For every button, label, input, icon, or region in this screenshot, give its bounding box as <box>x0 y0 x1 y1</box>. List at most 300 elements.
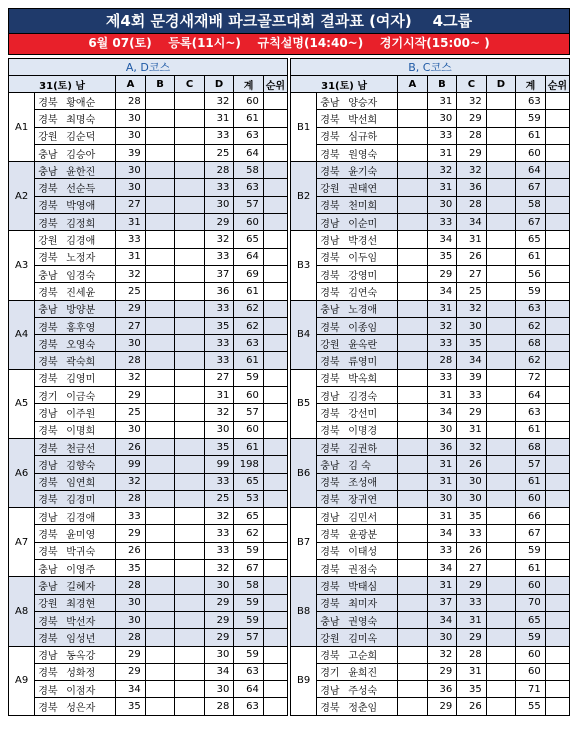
player-row <box>9 421 288 438</box>
course-score-c2: 34 <box>427 231 457 248</box>
total-score: 60 <box>516 490 546 507</box>
player-name: 이주원 <box>66 408 96 420</box>
player-name: 박선자 <box>66 616 96 628</box>
player-region: 강원 <box>38 599 58 611</box>
course-score-c4 <box>486 231 516 248</box>
rank-cell <box>263 663 287 680</box>
course-score-c1: 26 <box>116 438 146 455</box>
course-score-c1 <box>398 387 428 404</box>
course-score-c1: 35 <box>116 698 146 715</box>
player-row <box>9 335 288 352</box>
course-score-c4 <box>486 490 516 507</box>
player-row <box>291 162 570 179</box>
course-score-c2: 34 <box>427 525 457 542</box>
player-cell <box>317 611 398 628</box>
course-score-c2 <box>145 663 175 680</box>
course-score-c4 <box>486 214 516 231</box>
player-region: 경북 <box>38 253 58 265</box>
course-score-c2 <box>145 404 175 421</box>
course-score-c1: 32 <box>116 265 146 282</box>
player-cell <box>317 300 398 317</box>
course-score-c3 <box>175 594 205 611</box>
course-score-c3: 32 <box>457 300 487 317</box>
course-score-c3: 31 <box>457 231 487 248</box>
course-score-c1: 30 <box>116 110 146 127</box>
course-score-c3: 28 <box>457 196 487 213</box>
rank-cell <box>263 196 287 213</box>
rank-cell <box>545 352 569 369</box>
course-score-c2 <box>145 196 175 213</box>
course-score-c2: 29 <box>427 698 457 715</box>
player-name: 윤희진 <box>348 668 378 680</box>
rank-cell <box>263 611 287 628</box>
player-name: 방양분 <box>66 305 96 317</box>
course-score-c4 <box>486 335 516 352</box>
player-region: 충남 <box>320 616 340 628</box>
total-score: 59 <box>516 542 546 559</box>
rank-cell <box>545 490 569 507</box>
total-score: 60 <box>234 93 264 110</box>
player-name: 김경애 <box>66 236 96 248</box>
total-score: 61 <box>516 560 546 577</box>
course-score-c4 <box>486 421 516 438</box>
rank-cell <box>263 421 287 438</box>
rank-cell <box>263 473 287 490</box>
course-score-c4: 25 <box>204 144 234 161</box>
player-cell <box>35 473 116 490</box>
course-score-c3 <box>175 525 205 542</box>
player-name: 김미옥 <box>348 633 378 645</box>
player-row <box>9 698 288 715</box>
player-name: 강선미 <box>348 408 378 420</box>
course-score-c3: 35 <box>457 508 487 525</box>
player-name: 장귀연 <box>348 495 378 507</box>
player-region: 경북 <box>38 218 58 230</box>
column-header-c1: A <box>116 76 146 93</box>
total-score: 63 <box>234 698 264 715</box>
player-name: 윤한진 <box>66 166 96 178</box>
course-score-c3 <box>175 508 205 525</box>
course-score-c3: 27 <box>457 265 487 282</box>
course-score-c2 <box>145 144 175 161</box>
course-score-c1 <box>398 144 428 161</box>
rank-cell <box>545 629 569 646</box>
player-region: 강원 <box>320 184 340 196</box>
player-name: 이종임 <box>348 322 378 334</box>
course-score-c3 <box>175 421 205 438</box>
course-score-c3: 32 <box>457 438 487 455</box>
course-score-c4 <box>486 611 516 628</box>
rank-cell <box>545 283 569 300</box>
total-score: 66 <box>516 508 546 525</box>
player-name: 김경애 <box>66 512 96 524</box>
player-region: 충남 <box>320 460 340 472</box>
player-cell <box>317 404 398 421</box>
course-score-c1: 39 <box>116 144 146 161</box>
total-score: 63 <box>234 335 264 352</box>
course-score-c4 <box>486 110 516 127</box>
player-cell <box>35 335 116 352</box>
right-course-table <box>290 58 570 716</box>
player-name: 이태성 <box>348 547 378 559</box>
course-score-c4: 99 <box>204 456 234 473</box>
player-region: 경북 <box>320 287 340 299</box>
player-cell <box>35 283 116 300</box>
course-score-c3 <box>175 248 205 265</box>
course-score-c4: 27 <box>204 369 234 386</box>
player-name: 김권하 <box>348 443 378 455</box>
rank-cell <box>263 456 287 473</box>
course-score-c4 <box>486 508 516 525</box>
course-score-c4: 28 <box>204 162 234 179</box>
total-score: 65 <box>516 611 546 628</box>
player-row <box>9 369 288 386</box>
course-score-c4: 29 <box>204 594 234 611</box>
player-row <box>291 560 570 577</box>
player-region: 경북 <box>320 322 340 334</box>
player-region: 충남 <box>38 581 58 593</box>
total-score: 63 <box>516 404 546 421</box>
player-name: 노정자 <box>66 253 96 265</box>
total-score: 61 <box>516 248 546 265</box>
player-name: 조성애 <box>348 478 378 490</box>
course-score-c3: 31 <box>457 421 487 438</box>
player-row <box>9 629 288 646</box>
course-score-c1 <box>398 508 428 525</box>
group-label: B3 <box>291 231 317 300</box>
player-row <box>9 594 288 611</box>
course-score-c4 <box>486 594 516 611</box>
total-score: 71 <box>516 681 546 698</box>
rank-cell <box>545 248 569 265</box>
player-row <box>291 231 570 248</box>
course-score-c1 <box>398 698 428 715</box>
player-cell <box>35 265 116 282</box>
course-score-c2 <box>145 542 175 559</box>
total-score: 67 <box>516 525 546 542</box>
course-score-c2: 33 <box>427 335 457 352</box>
player-region: 강원 <box>38 236 58 248</box>
course-score-c2: 35 <box>427 248 457 265</box>
total-score: 58 <box>234 577 264 594</box>
total-score: 67 <box>234 560 264 577</box>
column-header-rank: 순위 <box>545 76 569 93</box>
course-score-c4 <box>486 560 516 577</box>
course-score-c2 <box>145 369 175 386</box>
player-row <box>9 473 288 490</box>
total-score: 70 <box>516 594 546 611</box>
course-score-c4: 29 <box>204 611 234 628</box>
player-cell <box>317 265 398 282</box>
course-score-c4 <box>486 456 516 473</box>
player-cell <box>35 681 116 698</box>
course-score-c1: 28 <box>116 577 146 594</box>
rank-cell <box>263 404 287 421</box>
course-score-c4 <box>486 369 516 386</box>
course-score-c1 <box>398 265 428 282</box>
player-region: 경북 <box>38 201 58 213</box>
course-score-c4 <box>486 646 516 663</box>
player-region: 경북 <box>38 97 58 109</box>
total-score: 61 <box>516 421 546 438</box>
course-score-c3: 33 <box>457 387 487 404</box>
course-score-c2: 33 <box>427 127 457 144</box>
player-name: 고순희 <box>348 651 378 663</box>
player-region: 경북 <box>320 599 340 611</box>
player-row <box>291 387 570 404</box>
player-row <box>291 629 570 646</box>
player-row <box>291 698 570 715</box>
course-score-c2: 29 <box>427 663 457 680</box>
course-score-c3 <box>175 387 205 404</box>
course-score-c3: 35 <box>457 681 487 698</box>
player-cell <box>35 196 116 213</box>
course-score-c3 <box>175 577 205 594</box>
course-score-c1: 32 <box>116 369 146 386</box>
course-score-c3 <box>175 404 205 421</box>
column-header-total: 계 <box>234 76 264 93</box>
player-cell <box>317 438 398 455</box>
player-row <box>9 663 288 680</box>
course-score-c1 <box>398 404 428 421</box>
course-score-c3: 34 <box>457 352 487 369</box>
total-score: 63 <box>516 93 546 110</box>
course-score-c1: 25 <box>116 404 146 421</box>
course-score-c4 <box>486 681 516 698</box>
course-score-c3: 31 <box>457 611 487 628</box>
player-cell <box>317 490 398 507</box>
player-region: 경북 <box>38 374 58 386</box>
column-header-c3: C <box>457 76 487 93</box>
course-score-c3 <box>175 93 205 110</box>
player-cell <box>35 179 116 196</box>
player-cell <box>35 317 116 334</box>
player-row <box>291 127 570 144</box>
course-score-c4 <box>486 525 516 542</box>
course-score-c2: 31 <box>427 508 457 525</box>
course-score-c2 <box>145 127 175 144</box>
course-score-c3 <box>175 542 205 559</box>
course-score-c1: 29 <box>116 646 146 663</box>
course-score-c1 <box>398 629 428 646</box>
player-region: 경북 <box>320 114 340 126</box>
total-score: 68 <box>516 438 546 455</box>
course-score-c2 <box>145 317 175 334</box>
course-score-c4 <box>486 438 516 455</box>
course-score-c2 <box>145 179 175 196</box>
group-label: B7 <box>291 508 317 577</box>
player-cell <box>35 162 116 179</box>
player-region: 경북 <box>38 357 58 369</box>
course-score-c3 <box>175 560 205 577</box>
course-score-c2 <box>145 698 175 715</box>
player-row <box>291 317 570 334</box>
player-cell <box>317 542 398 559</box>
player-region: 경북 <box>320 270 340 282</box>
player-region: 경북 <box>320 357 340 369</box>
course-score-c1: 35 <box>116 560 146 577</box>
player-row <box>291 179 570 196</box>
course-score-c3 <box>175 646 205 663</box>
player-name: 류영미 <box>348 357 378 369</box>
course-score-c1: 34 <box>116 681 146 698</box>
group-header: 31(토) 남 <box>9 76 116 93</box>
course-score-c2 <box>145 335 175 352</box>
group-label: B9 <box>291 646 317 715</box>
course-score-c1: 32 <box>116 473 146 490</box>
course-score-c2: 31 <box>427 387 457 404</box>
course-score-c4 <box>486 577 516 594</box>
player-row <box>9 525 288 542</box>
course-score-c1 <box>398 231 428 248</box>
player-row <box>9 352 288 369</box>
player-name: 윤옥란 <box>348 339 378 351</box>
player-region: 경북 <box>38 668 58 680</box>
player-region: 경북 <box>38 426 58 438</box>
player-name: 김경미 <box>66 495 96 507</box>
player-cell <box>35 542 116 559</box>
total-score: 57 <box>234 196 264 213</box>
player-row <box>291 93 570 110</box>
player-cell <box>35 387 116 404</box>
course-score-c1 <box>398 438 428 455</box>
total-score: 57 <box>516 456 546 473</box>
total-score: 60 <box>516 663 546 680</box>
rank-cell <box>263 127 287 144</box>
player-cell <box>317 283 398 300</box>
course-score-c2 <box>145 110 175 127</box>
player-name: 김승아 <box>66 149 96 161</box>
course-score-c4: 33 <box>204 525 234 542</box>
player-region: 경북 <box>320 149 340 161</box>
player-region: 경북 <box>38 478 58 490</box>
total-score: 57 <box>234 404 264 421</box>
course-score-c2: 29 <box>427 265 457 282</box>
player-name: 천미희 <box>348 201 378 213</box>
player-row <box>9 317 288 334</box>
course-score-c3 <box>175 456 205 473</box>
player-row <box>9 387 288 404</box>
course-score-c2 <box>145 490 175 507</box>
course-score-c3: 28 <box>457 646 487 663</box>
course-score-c3: 33 <box>457 525 487 542</box>
group-label: B4 <box>291 300 317 369</box>
tables-area <box>8 58 570 718</box>
course-score-c1: 30 <box>116 162 146 179</box>
total-score: 63 <box>234 179 264 196</box>
group-label: A9 <box>9 646 35 715</box>
rank-cell <box>263 525 287 542</box>
player-row <box>9 93 288 110</box>
course-score-c3 <box>175 335 205 352</box>
player-region: 경남 <box>320 391 340 403</box>
course-score-c3 <box>175 283 205 300</box>
course-score-c2: 32 <box>427 646 457 663</box>
course-score-c4 <box>486 629 516 646</box>
player-name: 이금숙 <box>66 391 96 403</box>
course-score-c3 <box>175 611 205 628</box>
rank-cell <box>545 214 569 231</box>
course-score-c3 <box>175 681 205 698</box>
course-score-c2: 30 <box>427 629 457 646</box>
total-score: 65 <box>234 473 264 490</box>
player-row <box>291 473 570 490</box>
course-score-c4 <box>486 473 516 490</box>
course-score-c2: 28 <box>427 352 457 369</box>
player-cell <box>35 352 116 369</box>
player-cell <box>317 248 398 265</box>
player-region: 강원 <box>320 339 340 351</box>
course-score-c4: 33 <box>204 542 234 559</box>
total-score: 62 <box>516 352 546 369</box>
course-score-c2: 36 <box>427 438 457 455</box>
player-row <box>9 162 288 179</box>
course-score-c2 <box>145 577 175 594</box>
player-row <box>9 404 288 421</box>
course-score-c3: 29 <box>457 577 487 594</box>
player-region: 경북 <box>320 703 340 715</box>
player-name: 박귀숙 <box>66 547 96 559</box>
course-score-c1 <box>398 490 428 507</box>
results-sheet <box>8 8 570 718</box>
total-score: 56 <box>516 265 546 282</box>
rank-cell <box>545 300 569 317</box>
course-score-c1 <box>398 110 428 127</box>
player-name: 김영미 <box>66 374 96 386</box>
course-score-c2 <box>145 231 175 248</box>
total-score: 59 <box>234 594 264 611</box>
course-score-c2 <box>145 456 175 473</box>
course-score-c4: 29 <box>204 629 234 646</box>
player-region: 경남 <box>38 408 58 420</box>
player-cell <box>317 162 398 179</box>
course-score-c2: 30 <box>427 490 457 507</box>
rank-cell <box>545 317 569 334</box>
player-name: 천금선 <box>66 443 96 455</box>
rank-cell <box>545 265 569 282</box>
player-name: 박선희 <box>348 114 378 126</box>
player-name: 김연숙 <box>348 287 378 299</box>
course-score-c1: 25 <box>116 283 146 300</box>
player-region: 경남 <box>320 236 340 248</box>
rank-cell <box>545 508 569 525</box>
total-score: 58 <box>234 162 264 179</box>
course-score-c3 <box>175 490 205 507</box>
total-score: 62 <box>234 300 264 317</box>
player-row <box>9 127 288 144</box>
total-score: 60 <box>516 144 546 161</box>
player-name: 오영숙 <box>66 339 96 351</box>
course-score-c4: 31 <box>204 110 234 127</box>
player-row <box>9 110 288 127</box>
total-score: 59 <box>234 611 264 628</box>
total-score: 55 <box>516 698 546 715</box>
course-score-c4 <box>486 542 516 559</box>
player-region: 경북 <box>320 253 340 265</box>
course-score-c1: 28 <box>116 629 146 646</box>
course-score-c4: 37 <box>204 265 234 282</box>
course-score-c2 <box>145 387 175 404</box>
player-region: 충남 <box>320 305 340 317</box>
player-region: 경북 <box>38 114 58 126</box>
course-score-c1: 29 <box>116 387 146 404</box>
player-row <box>291 300 570 317</box>
player-cell <box>317 663 398 680</box>
player-cell <box>317 110 398 127</box>
player-row <box>9 144 288 161</box>
player-cell <box>35 231 116 248</box>
course-score-c2: 31 <box>427 93 457 110</box>
